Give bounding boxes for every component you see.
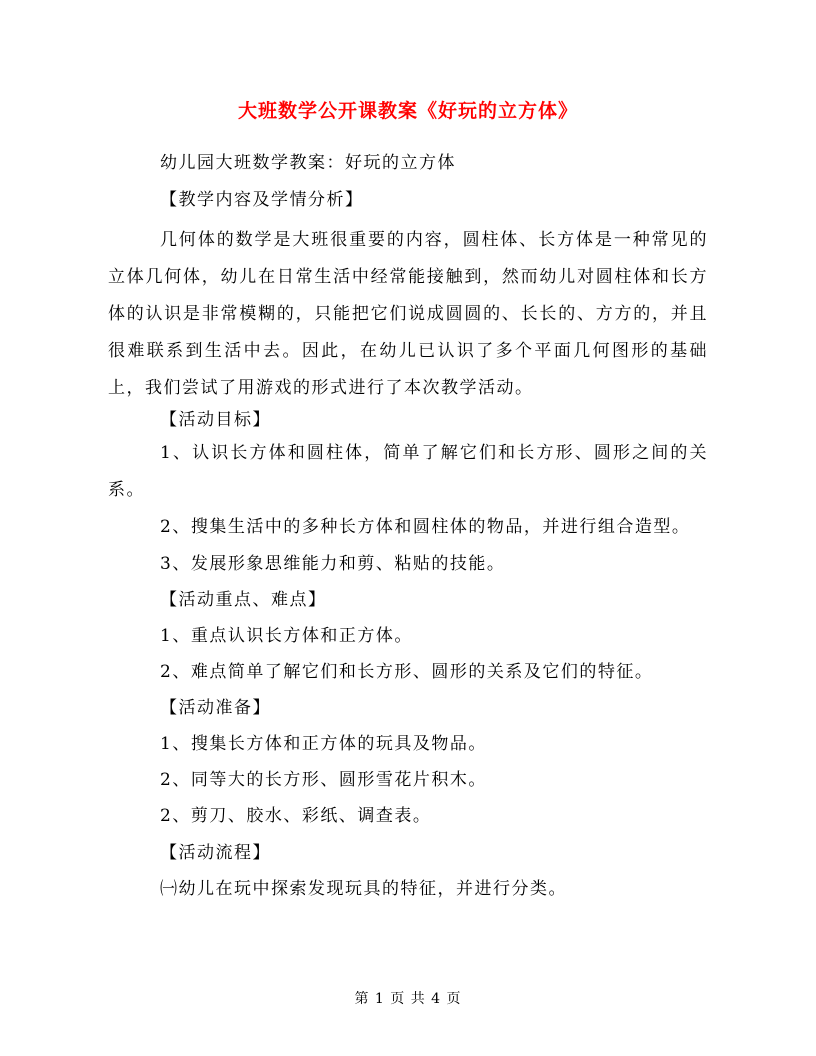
- process-item-1: ㈠幼儿在玩中探索发现玩具的特征，并进行分类。: [160, 879, 567, 899]
- key-point-item-1: 1、重点认识长方体和正方体。: [160, 626, 413, 646]
- goal-item-2: 2、搜集生活中的多种长方体和圆柱体的物品，并进行组合造型。: [160, 517, 691, 537]
- section-heading-goals: 【活动目标】: [160, 410, 271, 430]
- preparation-item-3: 2、剪刀、胶水、彩纸、调查表。: [160, 806, 432, 826]
- section-heading-key-points: 【活动重点、难点】: [160, 590, 327, 610]
- key-point-item-2: 2、难点简单了解它们和长方形、圆形的关系及它们的特征。: [160, 662, 654, 682]
- section-heading-preparation: 【活动准备】: [160, 698, 271, 718]
- goal-item-1: 1、认识长方体和圆柱体，简单了解它们和长方形、圆形之间的关系。: [108, 443, 708, 500]
- goal-item-3: 3、发展形象思维能力和剪、粘贴的技能。: [160, 554, 506, 574]
- preparation-item-2: 2、同等大的长方形、圆形雪花片积木。: [160, 770, 487, 790]
- section-heading-process: 【活动流程】: [160, 843, 271, 863]
- page-number-footer: 第 1 页 共 4 页: [354, 991, 462, 1007]
- analysis-paragraph: 几何体的数学是大班很重要的内容，圆柱体、长方体是一种常见的立体几何体，幼儿在日常生活中经常能接触到，然而幼儿对圆柱体和长方体的认识是非常模糊的，只能把它们说成圆圆的、长长的、方方的，并且很难联系到生活中去。因此，在幼儿已认识了多个平面几何图形的基础上，我们尝试了用游戏的形式进行了本次教学活动。: [108, 230, 708, 398]
- document-title: 大班数学公开课教案《好玩的立方体》: [237, 100, 578, 122]
- section-heading-analysis: 【教学内容及学情分析】: [160, 190, 364, 210]
- preparation-item-1: 1、搜集长方体和正方体的玩具及物品。: [160, 734, 487, 754]
- document-subtitle: 幼儿园大班数学教案：好玩的立方体: [160, 153, 456, 173]
